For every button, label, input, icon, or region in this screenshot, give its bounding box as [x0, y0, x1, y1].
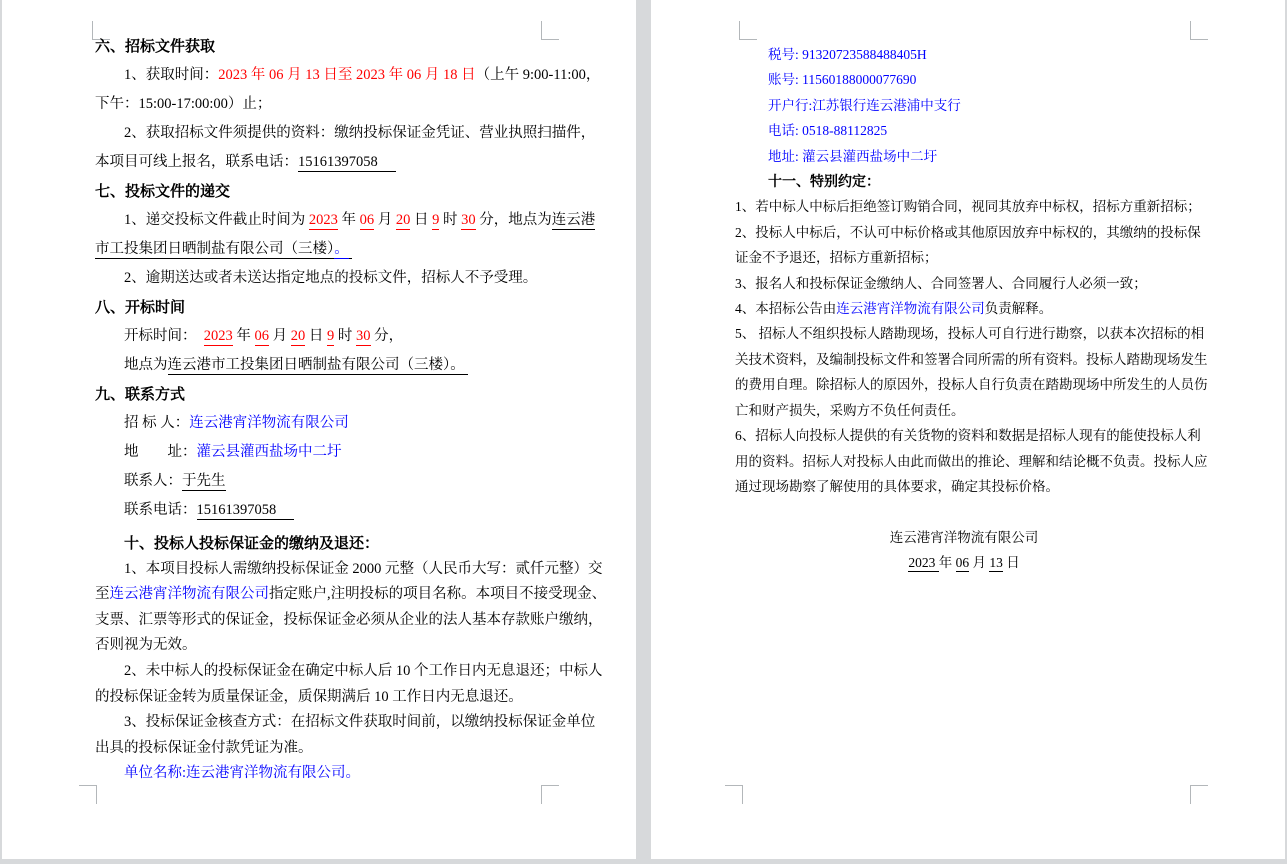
bank-branch	[735, 93, 1193, 118]
left-page-text-lower	[95, 531, 607, 787]
text-run: 5、 招标人不组织投标人踏勘现场，投标人可自行进行勘察，以获本次招标的相	[735, 326, 1205, 342]
text-run: 十、投标人投标保证金的缴纳及退还：	[124, 535, 380, 552]
para-obtain-time-2	[95, 90, 545, 119]
para-deposit-3b	[95, 736, 545, 762]
text-run: 年	[938, 555, 956, 571]
text-run: 下午：15:00-17:00:00）止；	[95, 96, 272, 112]
margin-cropmark-top-right	[1190, 21, 1208, 40]
text-run: 日	[410, 212, 433, 228]
text-run: 于先生	[182, 473, 226, 489]
text-run: 支票、汇票等形式的保证金，投标保证金必须从企业的法人基本存款账户缴纳，	[95, 611, 603, 628]
text-run: 电话: 0518-88112825	[768, 123, 888, 139]
signature-company	[735, 525, 1193, 550]
bank-phone	[735, 118, 1193, 143]
text-run: 税号: 91320723588488405H	[768, 47, 927, 62]
bank-address	[735, 144, 1193, 169]
text-run: 八、开标时间	[95, 299, 186, 316]
special-1	[735, 194, 1201, 219]
text-run: 指定账户,注明投标的项目名称。本项目不接受现金、	[269, 586, 607, 603]
text-run: 时	[439, 212, 462, 228]
para-obtain-materials-2	[95, 148, 545, 177]
text-run: 联系人：	[124, 473, 182, 489]
contact-phone	[95, 496, 545, 525]
text-run: 日	[1002, 555, 1020, 571]
text-run: 用的资料。招标人对投标人由此而做出的推论、理解和结论概不负责。投标人应	[735, 453, 1208, 469]
text-run: 06	[955, 555, 970, 571]
text-run: 连云港	[551, 212, 596, 228]
text-run: 3、投标保证金核查方式：在招标文件获取时间前，以缴纳投标保证金单位	[124, 714, 596, 731]
text-run: 十一、特别约定：	[768, 173, 880, 190]
text-run: 地 址：	[124, 444, 197, 460]
text-run: 1、获取时间：	[124, 67, 219, 83]
text-run: 20	[395, 212, 411, 228]
margin-cropmark-bottom-left	[725, 785, 743, 804]
blank-line	[735, 499, 1193, 524]
text-run: 30	[461, 212, 476, 228]
text-run: 连云港宵洋物流有限公司	[836, 301, 985, 317]
para-obtain-time	[95, 61, 601, 90]
special-2b	[735, 245, 1193, 270]
contact-tenderer	[95, 409, 545, 438]
text-run: 2、未中标人的投标保证金在确定中标人后 10 个工作日内无息退还；中标人	[124, 662, 603, 679]
text-run: 市工投集团日晒制盐有限公司（三楼）	[95, 241, 335, 257]
text-run: 出具的投标保证金付款凭证为准。	[95, 739, 313, 756]
para-obtain-materials	[95, 119, 596, 148]
left-page-text-upper	[95, 32, 601, 525]
text-run: 06	[359, 212, 375, 228]
special-5	[735, 321, 1205, 346]
para-deposit-1d	[95, 633, 545, 659]
text-run: 13	[989, 555, 1003, 571]
text-run: 9	[327, 328, 335, 344]
text-run: 2023	[308, 212, 338, 228]
para-submit-deadline	[95, 206, 596, 235]
text-run: 。	[334, 241, 349, 257]
text-run: 关技术资料，及编制投标文件和签署合同所需的所有资料。投标人踏勘现场发生	[735, 351, 1208, 367]
text-run: 地址: 灌云县灌西盐场中二圩	[768, 148, 938, 164]
para-deposit-3	[95, 710, 596, 736]
text-run: 时	[334, 328, 356, 344]
text-run: 证金不予退还，招标方重新招标；	[735, 250, 938, 266]
margin-cropmark-top-left	[739, 21, 757, 40]
text-run: 2、获取招标文件须提供的资料：缴纳投标保证金凭证、营业执照扫描件，	[124, 125, 596, 141]
text-run: 30	[356, 328, 371, 344]
special-2	[735, 220, 1201, 245]
text-run: 招 标 人：	[124, 415, 190, 431]
special-5d	[735, 398, 1193, 423]
page-left	[2, 0, 636, 859]
text-run: 账号: 11560188000077690	[768, 72, 917, 88]
text-run: 的费用自理。除招标人的原因外，投标人自行负责在踏勘现场中所发生的人员伤	[735, 377, 1208, 393]
text-run	[349, 241, 353, 259]
heading-section-7	[95, 177, 545, 206]
text-run: 本项目可线上报名，联系电话：	[95, 154, 298, 170]
text-run: 否则视为无效。	[95, 637, 197, 654]
text-run: 6、招标人向投标人提供的有关货物的资料和数据是招标人现有的能使投标人利	[735, 428, 1201, 444]
text-run: 06	[254, 328, 269, 344]
special-6b	[735, 449, 1208, 474]
text-run: 年	[232, 328, 255, 344]
heading-section-11	[735, 169, 1193, 194]
para-deposit-1b	[95, 582, 607, 608]
text-run: 连云港市工投集团日晒制盐有限公司（三楼）。	[167, 357, 469, 373]
text-run: 月	[969, 555, 990, 571]
text-run: 分，	[370, 328, 404, 344]
company-name-line	[95, 761, 545, 787]
text-run: 亡和财产损失，采购方不负任何责任。	[735, 402, 965, 418]
text-run: 连云港宵洋物流有限公司	[889, 529, 1039, 545]
special-6	[735, 423, 1201, 448]
text-run: 的投标保证金转为质量保证金，质保期满后 10 工作日内无息退还。	[95, 688, 523, 705]
text-run: 9	[432, 212, 440, 228]
bank-account-no	[735, 67, 1193, 92]
text-run: 2023 年 06 月 13 日至 2023 年 06 月 18 日	[218, 67, 476, 83]
text-run: 负责解释。	[984, 301, 1053, 317]
text-run: 连云港宵洋物流有限公司	[109, 586, 269, 603]
text-run: 七、投标文件的递交	[95, 183, 231, 200]
heading-section-6	[95, 32, 545, 61]
special-4	[735, 296, 1193, 321]
para-overdue	[95, 264, 545, 293]
special-3	[735, 271, 1193, 296]
para-deposit-1c	[95, 608, 603, 634]
special-5c	[735, 372, 1208, 397]
text-run: 20	[290, 328, 306, 344]
text-run: 通过现场勘察了解使用的具体要求，确定其投标价格。	[735, 478, 1059, 494]
para-open-place	[95, 351, 545, 380]
text-run: 灌云县灌西盐场中二圩	[196, 444, 342, 460]
text-run: 日	[305, 328, 327, 344]
margin-cropmark-bottom-left	[79, 785, 97, 804]
para-deposit-2b	[95, 685, 545, 711]
heading-section-8	[95, 293, 545, 322]
text-run: 2023	[908, 555, 939, 571]
margin-cropmark-bottom-right	[541, 785, 559, 804]
contact-address	[95, 438, 545, 467]
text-run: 15161397058	[196, 502, 295, 518]
para-deposit-2	[95, 659, 603, 685]
signature-date	[735, 550, 1193, 575]
text-run: 15161397058	[298, 154, 396, 170]
text-run: 开标时间：	[124, 328, 204, 344]
text-run: 九、联系方式	[95, 386, 186, 403]
text-run: 开户行:江苏银行连云港浦中支行	[768, 97, 961, 113]
text-run: 2、投标人中标后，不认可中标价格或其他原因放弃中标权的，其缴纳的投标保	[735, 224, 1201, 240]
text-run: 2023	[203, 328, 233, 344]
para-open-time	[95, 322, 545, 351]
text-run	[735, 504, 738, 519]
bank-tax-no	[735, 42, 1193, 67]
heading-section-10	[95, 531, 545, 557]
page-right	[651, 0, 1285, 859]
text-run: 2、逾期送达或者未送达指定地点的投标文件，招标人不予受理。	[124, 270, 538, 286]
right-page-text	[735, 42, 1208, 576]
text-run: （上午 9:00-11:00，	[475, 67, 601, 83]
text-run: 4、本招标公告由	[735, 301, 837, 317]
contact-person	[95, 467, 545, 496]
text-run: 分，地点为	[475, 212, 552, 228]
text-run: 联系电话：	[124, 502, 197, 518]
text-run: 月	[374, 212, 396, 228]
text-run: 年	[337, 212, 360, 228]
text-run: 至	[95, 586, 110, 603]
text-run: 单位名称:连云港宵洋物流有限公司。	[124, 765, 361, 782]
para-submit-deadline-2	[95, 235, 545, 264]
text-run: 月	[269, 328, 291, 344]
text-run: 1、若中标人中标后拒绝签订购销合同，视同其放弃中标权，招标方重新招标；	[735, 199, 1201, 215]
text-run: 3、报名人和投标保证金缴纳人、合同签署人、合同履行人必须一致；	[735, 275, 1147, 291]
text-run: 1、本项目投标人需缴纳投标保证金 2000 元整（人民币大写：贰仟元整）交	[124, 560, 603, 577]
special-5b	[735, 347, 1208, 372]
margin-cropmark-bottom-right	[1190, 785, 1208, 804]
text-run: 1、递交投标文件截止时间为	[124, 212, 309, 228]
text-run: 连云港宵洋物流有限公司	[189, 415, 349, 431]
heading-section-9	[95, 380, 545, 409]
text-run: 地点为	[124, 357, 168, 373]
special-6c	[735, 474, 1193, 499]
text-run: 六、招标文件获取	[95, 38, 216, 55]
para-deposit-1	[95, 557, 603, 583]
